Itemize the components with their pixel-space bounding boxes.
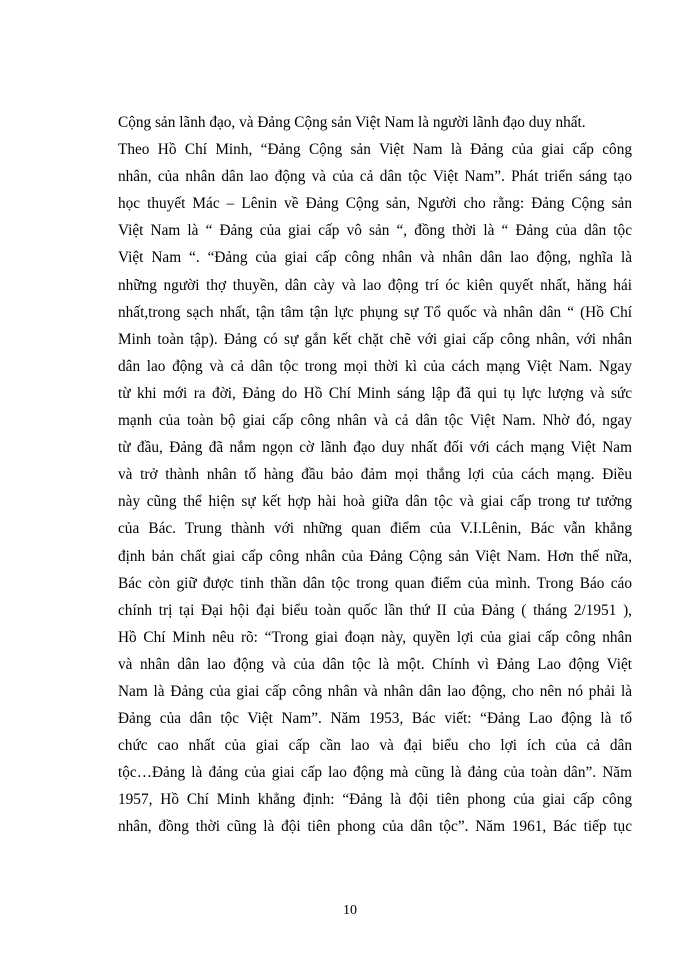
text-line: từ khi mới ra đời, Đảng do Hồ Chí Minh sáng lập đã qui tụ lực lượng và sức bbox=[118, 384, 632, 402]
text-line: Cộng sản lãnh đạo, và Đảng Cộng sản Việt Nam là người lãnh đạo duy nhất. bbox=[118, 114, 586, 131]
text-line: nhân, đồng thời cũng là đội tiên phong của dân tộc”. Năm 1961, Bác tiếp tục bbox=[118, 818, 632, 836]
text-line: Nam là Đảng của giai cấp công nhân và nhân dân lao động, cho nên nó phải là bbox=[118, 682, 632, 700]
text-line: Bác còn giữ được tinh thần dân tộc trong quan điểm của mình. Trong Báo cáo bbox=[118, 574, 632, 592]
text-line: và trở thành nhân tố hàng đầu bảo đảm mọi thắng lợi của cách mạng. Điều bbox=[118, 466, 632, 484]
text-line: nhất,trong sạch nhất, tận tâm tận lực phụng sự Tổ quốc và nhân dân “ (Hồ Chí bbox=[118, 303, 632, 321]
text-line: Hồ Chí Minh nêu rõ: “Trong giai đoạn này, quyền lợi của giai cấp công nhân bbox=[118, 628, 632, 646]
text-line: định bản chất giai cấp công nhân của Đảng Cộng sản Việt Nam. Hơn thế nữa, bbox=[118, 547, 632, 565]
text-line: Đảng của dân tộc Việt Nam”. Năm 1953, Bác viết: “Đảng Lao động là tổ bbox=[118, 710, 632, 728]
body-paragraph bbox=[118, 109, 632, 841]
text-line: và nhân dân lao động và của dân tộc là một. Chính vì Đảng Lao động Việt bbox=[118, 655, 632, 673]
text-line: chức cao nhất của giai cấp cần lao và đại biểu cho lợi ích của cả dân bbox=[118, 737, 632, 755]
text-line: tộc…Đảng là đảng của giai cấp lao động mà cũng là đảng của toàn dân”. Năm bbox=[118, 764, 632, 782]
text-line: Minh toàn tập). Đảng có sự gắn kết chặt chẽ với giai cấp công nhân, với nhân bbox=[118, 330, 632, 348]
text-line: 1957, Hồ Chí Minh khẳng định: “Đảng là đội tiên phong của giai cấp công bbox=[118, 791, 632, 809]
text-line: dân lao động và cả dân tộc trong mọi thời kì của cách mạng Việt Nam. Ngay bbox=[118, 357, 632, 375]
text-line: này cũng thể hiện sự kết hợp hài hoà giữa dân tộc và giai cấp trong tư tưởng bbox=[118, 493, 632, 511]
text-line: từ đầu, Đảng đã nắm ngọn cờ lãnh đạo duy nhất đối với cách mạng Việt Nam bbox=[118, 439, 632, 457]
text-line: Việt Nam là “ Đảng của giai cấp vô sản “, đồng thời là “ Đảng của dân tộc bbox=[118, 222, 632, 240]
text-line: mạnh của toàn bộ giai cấp công nhân và cả dân tộc Việt Nam. Nhờ đó, ngay bbox=[118, 412, 632, 430]
text-line: nhân, của nhân dân lao động và của cả dân tộc Việt Nam”. Phát triển sáng tạo bbox=[118, 168, 632, 186]
text-line: Theo Hồ Chí Minh, “Đảng Cộng sản Việt Nam là Đảng của giai cấp công bbox=[118, 141, 632, 159]
page-number: 10 bbox=[343, 903, 357, 918]
text-line: học thuyết Mác – Lênin về Đảng Cộng sản, Người cho rằng: Đảng Cộng sản bbox=[118, 195, 632, 213]
text-line: những người thợ thuyền, dân cày và lao động trí óc kiên quyết nhất, hăng hái bbox=[118, 276, 632, 294]
text-line: chính trị tại Đại hội đại biểu toàn quốc lần thứ II của Đảng ( tháng 2/1951 ), bbox=[118, 601, 632, 619]
text-line: Việt Nam “. “Đảng của giai cấp công nhân và nhân dân lao động, nghĩa là bbox=[118, 249, 632, 267]
text-line: của Bác. Trung thành với những quan điểm của V.I.Lênin, Bác vẫn khẳng bbox=[118, 520, 632, 538]
